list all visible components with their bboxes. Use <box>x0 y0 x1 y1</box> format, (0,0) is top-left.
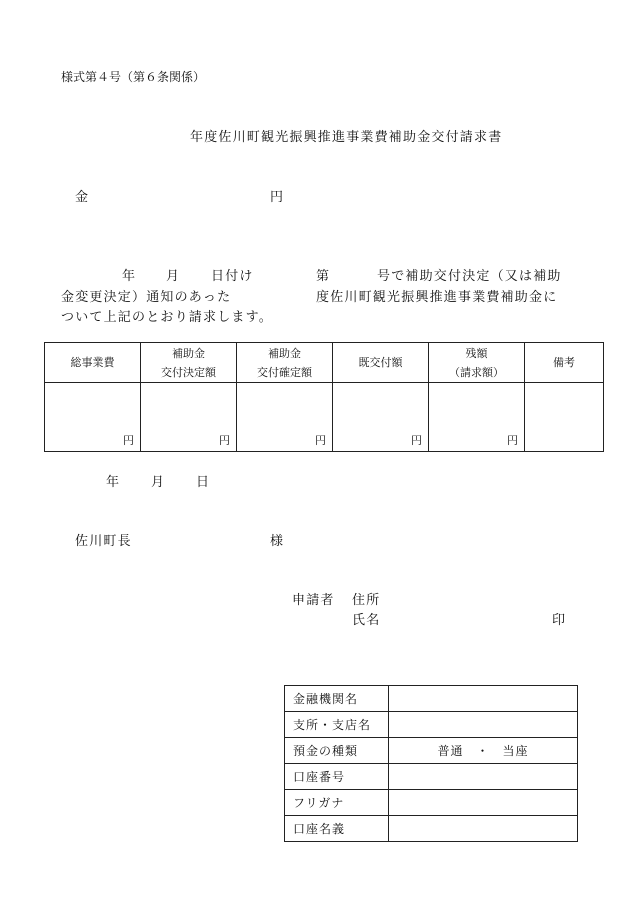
total-cost-cell[interactable]: 円 <box>45 383 141 452</box>
date-month: 月 <box>151 475 165 490</box>
amount-unit: 円 <box>270 190 284 205</box>
body-line3: ついて上記のとおり請求します。 <box>61 310 273 325</box>
addressee-honorific: 様 <box>270 534 284 549</box>
paid-amount-cell[interactable]: 円 <box>333 383 429 452</box>
bank-value-branch[interactable] <box>389 712 578 738</box>
table-header-row <box>45 343 604 383</box>
bank-label-account-holder: 口座名義 <box>285 816 389 842</box>
header-remaining-amount: 残額 （請求額） <box>429 343 525 383</box>
applicant-label: 申請者 <box>292 593 335 608</box>
bank-value-institution[interactable] <box>389 686 578 712</box>
body-month: 月 <box>166 269 180 284</box>
bank-value-furigana[interactable] <box>389 790 578 816</box>
form-number: 様式第４号（第６条関係） <box>61 70 206 84</box>
seal-mark: 印 <box>552 613 566 628</box>
remaining-amount-cell[interactable]: 円 <box>429 383 525 452</box>
bank-row <box>285 712 578 738</box>
bank-label-institution: 金融機関名 <box>285 686 389 712</box>
date-day: 日 <box>196 475 210 490</box>
body-line2-start: 金変更決定）通知のあった <box>61 290 232 305</box>
applicant-name-label: 氏名 <box>352 613 381 628</box>
header-remarks: 備考 <box>525 343 604 383</box>
subsidy-amount-table <box>44 342 604 452</box>
bank-value-account-number[interactable] <box>389 764 578 790</box>
body-year: 年 <box>122 269 136 284</box>
bank-row <box>285 686 578 712</box>
bank-label-deposit-type: 預金の種類 <box>285 738 389 764</box>
bank-account-table <box>284 685 578 842</box>
header-paid-amount: 既交付額 <box>333 343 429 383</box>
bank-value-deposit-type[interactable]: 普通 ・ 当座 <box>389 738 578 764</box>
remarks-cell[interactable] <box>525 383 604 452</box>
bank-label-branch: 支所・支店名 <box>285 712 389 738</box>
header-confirmed-amount: 補助金 交付確定額 <box>237 343 333 383</box>
table-amount-row <box>45 383 604 452</box>
document-title: 年度佐川町観光振興推進事業費補助金交付請求書 <box>190 130 503 145</box>
decided-amount-cell[interactable]: 円 <box>141 383 237 452</box>
body-dai: 第 <box>316 269 330 284</box>
body-day-dated: 日付け <box>211 269 254 284</box>
body-line2-rest: 度佐川町観光振興推進事業費補助金に <box>316 290 558 305</box>
body-line1-rest: 号で補助交付決定（又は補助 <box>377 269 562 284</box>
bank-row <box>285 764 578 790</box>
header-decided-amount: 補助金 交付決定額 <box>141 343 237 383</box>
bank-row <box>285 790 578 816</box>
addressee-name: 佐川町長 <box>75 534 132 549</box>
bank-row <box>285 816 578 842</box>
bank-label-furigana: フリガナ <box>285 790 389 816</box>
date-year: 年 <box>106 475 120 490</box>
bank-value-account-holder[interactable] <box>389 816 578 842</box>
bank-label-account-number: 口座番号 <box>285 764 389 790</box>
bank-row <box>285 738 578 764</box>
amount-label: 金 <box>75 190 89 205</box>
header-total-cost: 総事業費 <box>45 343 141 383</box>
applicant-address-label: 住所 <box>352 593 381 608</box>
confirmed-amount-cell[interactable]: 円 <box>237 383 333 452</box>
